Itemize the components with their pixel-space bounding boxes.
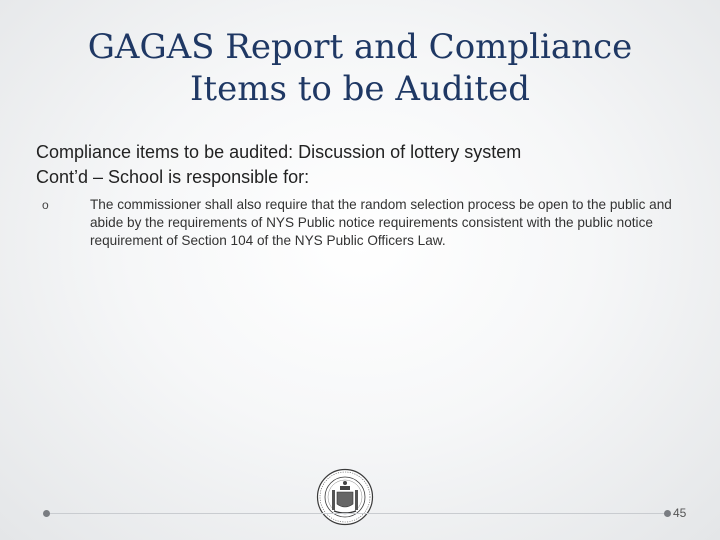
footer-dot-right xyxy=(664,510,671,517)
state-seal-icon xyxy=(316,468,374,526)
sub-bullet-text: The commissioner shall also require that the random selection process be open to the public and abide by the requirements of NYS Public notice requirements consistent with the public notice requirement of Section 104 of the NYS Public Officers Law. xyxy=(90,197,672,248)
body-line: Cont’d – School is responsible for: xyxy=(36,167,310,187)
slide-number: 45 xyxy=(673,506,687,520)
footer-dot-left xyxy=(43,510,50,517)
sub-bullet-list xyxy=(42,196,682,250)
slide-title: GAGAS Report and Compliance Items to be Audited xyxy=(87,27,633,109)
circle-bullet-icon: o xyxy=(42,198,49,212)
body-line: Compliance items to be audited: Discussion of lottery system xyxy=(36,142,522,162)
list-item xyxy=(42,196,682,250)
footer-divider xyxy=(46,513,670,514)
slide-body xyxy=(36,140,686,190)
